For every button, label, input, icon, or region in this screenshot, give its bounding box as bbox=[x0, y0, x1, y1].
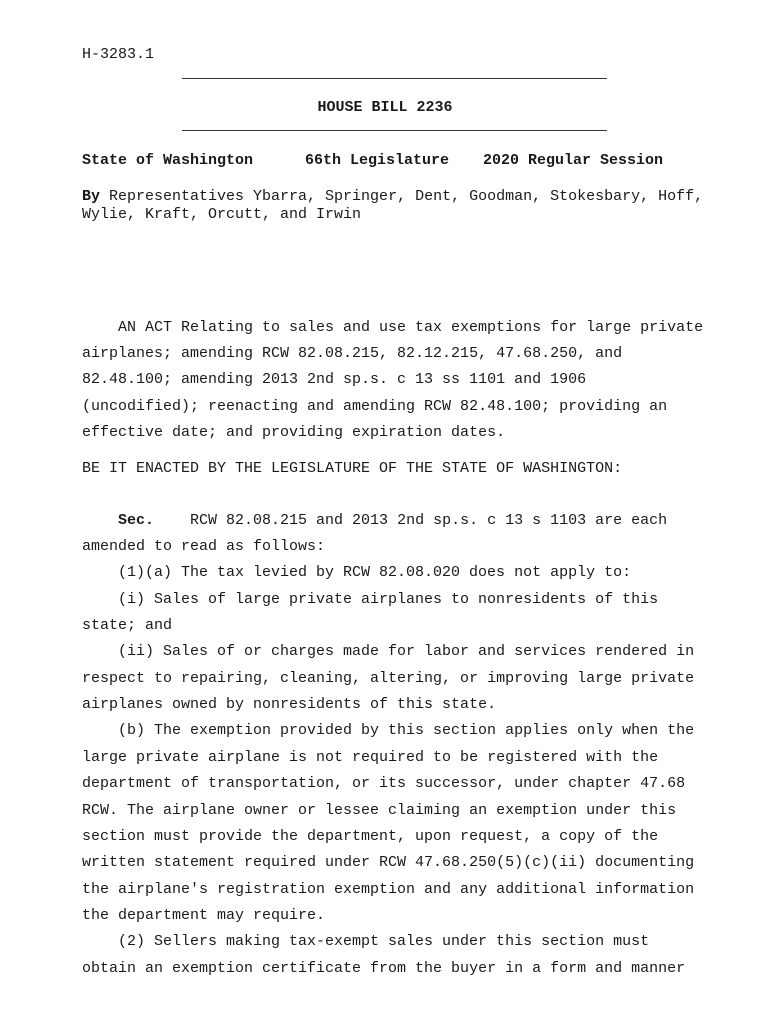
section-heading bbox=[118, 512, 667, 529]
title-rule-bottom bbox=[182, 130, 607, 131]
body-line: obtain an exemption certificate from the buyer in a form and manner bbox=[82, 960, 686, 977]
act-line: effective date; and providing expiration dates. bbox=[82, 424, 506, 441]
body-line: (1)(a) The tax levied by RCW 82.08.020 does not apply to: bbox=[118, 564, 632, 581]
body-line: written statement required under RCW 47.68.250(5)(c)(ii) documenting bbox=[82, 854, 695, 871]
sponsors-names-1: Representatives Ybarra, Springer, Dent, Goodman, Stokesbary, Hoff, bbox=[100, 188, 704, 205]
body-line: (ii) Sales of or charges made for labor and services rendered in bbox=[118, 643, 695, 660]
body-line: (2) Sellers making tax-exempt sales under this section must bbox=[118, 933, 650, 950]
body-line: department of transportation, or its successor, under chapter 47.68 bbox=[82, 775, 686, 792]
body-line: RCW. The airplane owner or lessee claiming an exemption under this bbox=[82, 802, 677, 819]
enacting-clause: BE IT ENACTED BY THE LEGISLATURE OF THE STATE OF WASHINGTON: bbox=[82, 460, 623, 477]
sponsors-line-1 bbox=[82, 188, 703, 205]
act-line: airplanes; amending RCW 82.08.215, 82.12.215, 47.68.250, and bbox=[82, 345, 623, 362]
sponsors-by-label: By bbox=[82, 188, 101, 205]
act-line: AN ACT Relating to sales and use tax exemptions for large private bbox=[118, 319, 704, 336]
act-line: 82.48.100; amending 2013 2nd sp.s. c 13 ss 1101 and 1906 bbox=[82, 371, 587, 388]
session-name: 2020 Regular Session bbox=[483, 152, 664, 169]
body-line: section must provide the department, upon request, a copy of the bbox=[82, 828, 659, 845]
body-line: respect to repairing, cleaning, altering, or improving large private bbox=[82, 670, 695, 687]
section-label: Sec. bbox=[118, 512, 155, 529]
act-line: (uncodified); reenacting and amending RCW 82.48.100; providing an bbox=[82, 398, 668, 415]
legislature-number: 66th Legislature bbox=[305, 152, 450, 169]
section-heading-text: RCW 82.08.215 and 2013 2nd sp.s. c 13 s 1103 are each bbox=[190, 512, 668, 529]
title-rule-top bbox=[182, 78, 607, 79]
body-line: airplanes owned by nonresidents of this state. bbox=[82, 696, 497, 713]
body-line: (b) The exemption provided by this section applies only when the bbox=[118, 722, 695, 739]
state-name: State of Washington bbox=[82, 152, 254, 169]
body-line: state; and bbox=[82, 617, 173, 634]
document-id: H-3283.1 bbox=[82, 46, 155, 63]
sponsors-line-2: Wylie, Kraft, Orcutt, and Irwin bbox=[82, 206, 362, 223]
body-line: (i) Sales of large private airplanes to nonresidents of this bbox=[118, 591, 659, 608]
body-line: large private airplane is not required to be registered with the bbox=[82, 749, 659, 766]
body-line: the department may require. bbox=[82, 907, 326, 924]
section-heading-2: amended to read as follows: bbox=[82, 538, 326, 555]
bill-title: HOUSE BILL 2236 bbox=[317, 99, 453, 116]
body-line: the airplane's registration exemption and any additional information bbox=[82, 881, 695, 898]
